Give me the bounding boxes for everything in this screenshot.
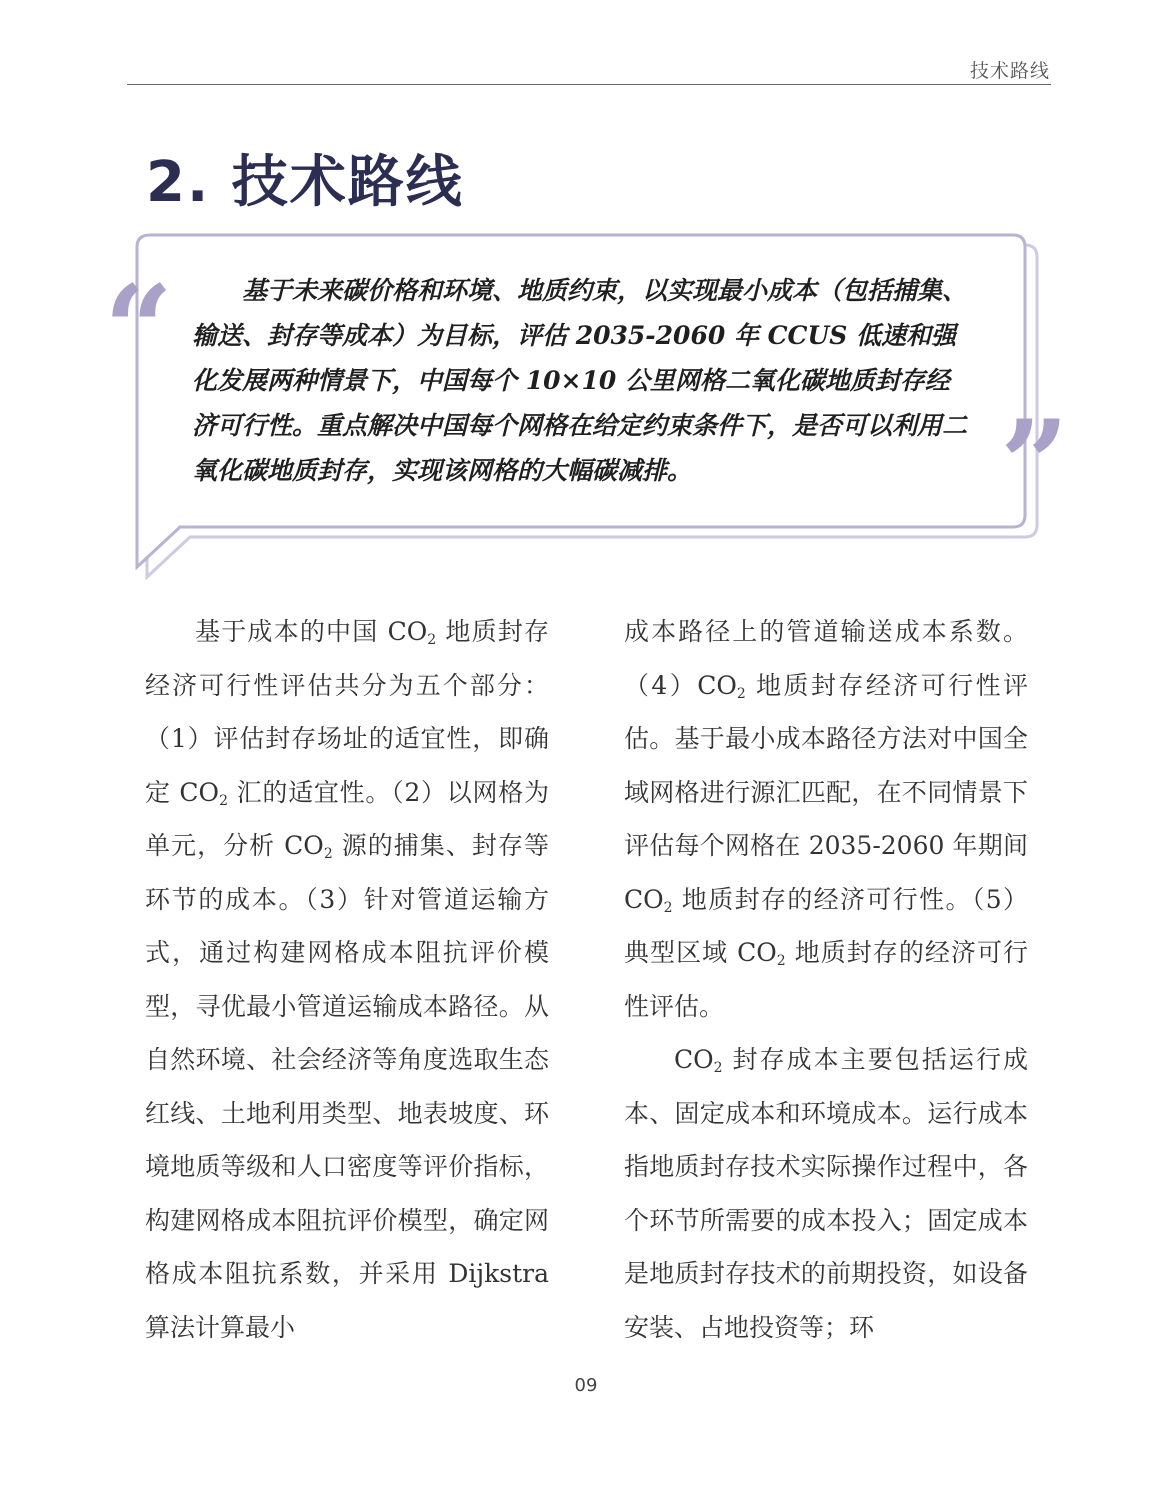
open-quote-icon: “ <box>104 259 174 400</box>
body-column-left <box>145 605 549 1354</box>
page-number: 09 <box>574 1375 598 1396</box>
body-paragraph: 基于成本的中国 $CO_2$ 地质封存经济可行性评估共分为五个部分：（1）评估封存场址的适宜性，即确定 $CO_2$ 汇的适宜性。（2）以网格为单元，分析 $CO_2$ 源的捕集、封存等环节的成本。（3）针对管道运输方式，通过构建网格成本阻抗评价模型，寻优最小管道运输成本路径。从自然环境、社会经济等角度选取生态红线、土地利用类型、地表坡度、环境地质等级和人口密度等评价指标，构建网格成本阻抗评价模型，确定网格成本阻抗系数，并采用 Dijkstra 算法计算最小 <box>145 617 549 1342</box>
callout-text: 基于未来碳价格和环境、地质约束，以实现最小成本（包括捕集、输送、封存等成本）为目标，评估 2035-2060 年 CCUS 低速和强化发展两种情景下，中国每个 10×10 公里网格二氧化碳地质封存经济可行性。重点解决中国每个网格在给定约束条件下，是否可以利用二氧化碳地质封存，实现该网格的大幅碳减排。 <box>192 276 968 485</box>
running-header: 技术路线 <box>969 60 1050 82</box>
close-quote-icon: ” <box>1000 394 1070 535</box>
body-paragraph: 成本路径上的管道输送成本系数。$(4)CO_2$ 地质封存经济可行性评估。基于最小成本路径方法对中国全域网格进行源汇匹配，在不同情景下评估每个网格在 2035-2060 年期间 $CO_2$ 地质封存的经济可行性。（5）典型区域 $CO_2$ 地质封存的经济可行性评估。 <box>624 617 1029 1021</box>
body-paragraph: $CO_2$ 封存成本主要包括运行成本、固定成本和环境成本。运行成本指地质封存技术实际操作过程中，各个环节所需要的成本投入；固定成本是地质封存技术的前期投资，如设备安装、占地投资等；环 <box>624 1045 1028 1342</box>
body-column-right <box>624 605 1028 1354</box>
section-title: 2. 技术路线 <box>146 150 464 215</box>
